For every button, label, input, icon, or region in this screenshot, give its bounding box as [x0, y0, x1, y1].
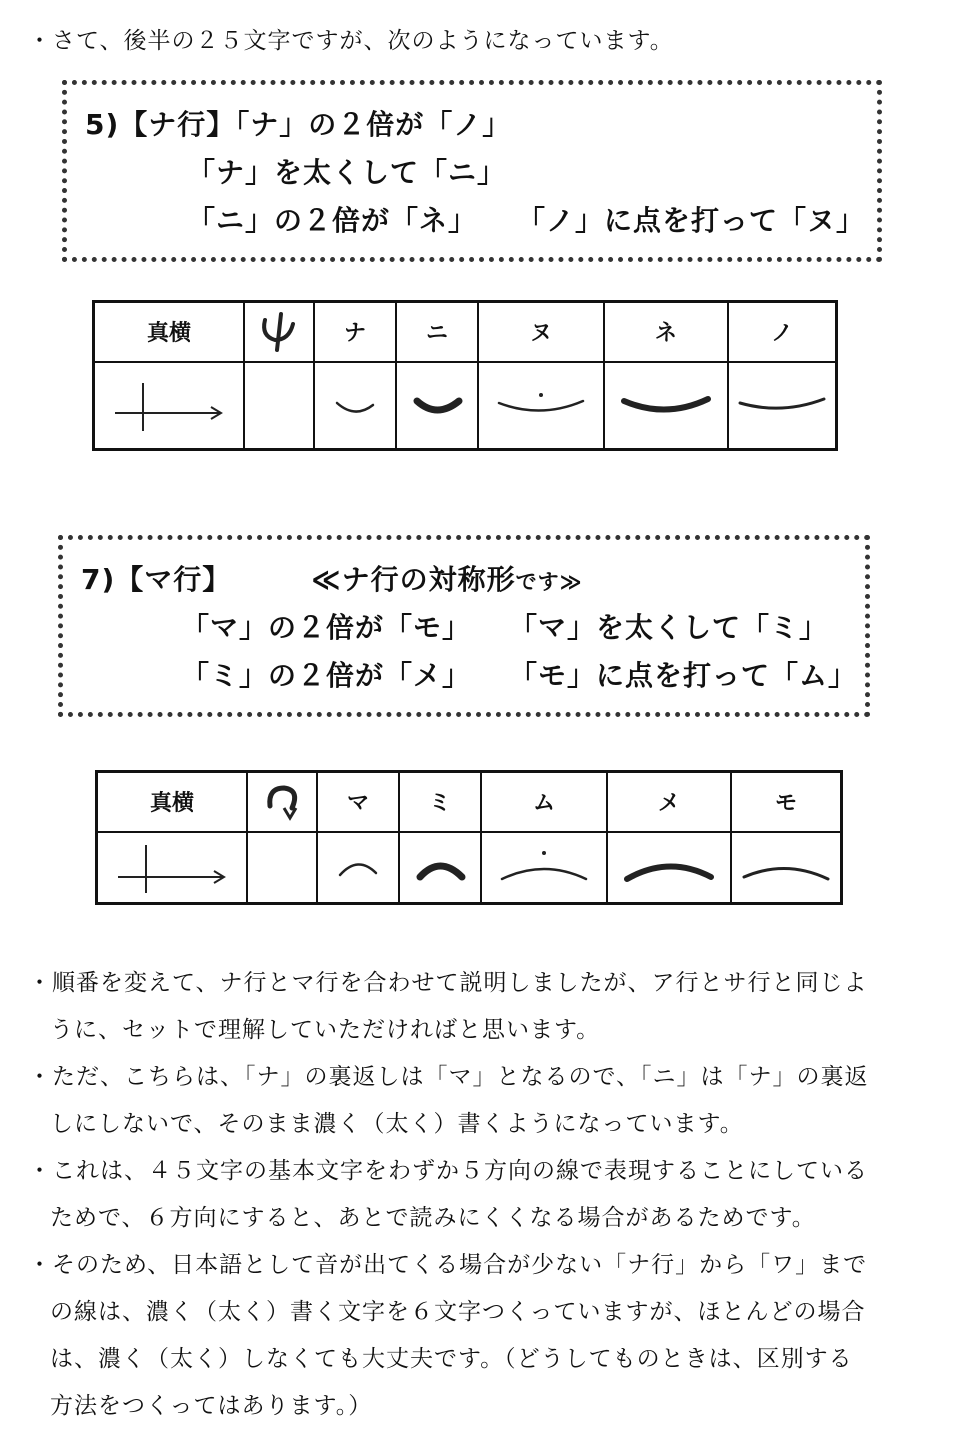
ne-stroke-icon	[616, 385, 716, 425]
bullet-notes	[28, 960, 938, 1430]
bullet-line: ・順番を変えて、ナ行とマ行を合わせて説明しましたが、ア行とサ行と同じよ	[28, 970, 868, 996]
no-stroke-cell	[728, 362, 837, 450]
ma-box-note: ≪ナ行の対称形	[311, 563, 516, 596]
ma-stroke-icon	[328, 847, 388, 887]
header-no: ノ	[728, 302, 837, 362]
bullet-line: ためで、６方向にすると、あとで読みにくくなる場合があるためです。	[50, 1205, 816, 1231]
ma-box-line-1	[81, 558, 583, 598]
na-box-line-3b: 「ノ」に点を打って「ヌ」	[517, 204, 866, 237]
bullet-line: は、濃く（太く）しなくても大丈夫です。（どうしてものときは、区別する	[50, 1346, 853, 1372]
mu-stroke-cell	[481, 832, 607, 904]
ma-box-line-3a: 「ミ」の２倍が「メ」	[181, 659, 472, 692]
ne-stroke-cell	[604, 362, 728, 450]
na-box-line-1: 5)【ナ行】「ナ」の２倍が「ノ」	[85, 108, 512, 141]
mu-stroke-icon	[494, 847, 594, 887]
header-na: ナ	[314, 302, 396, 362]
mo-stroke-icon	[736, 847, 836, 887]
me-stroke-cell	[607, 832, 731, 904]
na-stroke-cell	[314, 362, 396, 450]
header-mo: モ	[731, 772, 842, 832]
horizontal-arrow-icon	[112, 837, 232, 897]
bullet-line: ・ただ、こちらは、「ナ」の裏返しは「マ」となるので、「ニ」は「ナ」の裏返	[28, 1064, 869, 1090]
ma-box-note-end: です≫	[515, 570, 583, 594]
header-horizontal: 真横	[97, 772, 248, 832]
mo-stroke-cell	[731, 832, 842, 904]
empty-cell	[244, 362, 314, 450]
header-horizontal: 真横	[94, 302, 245, 362]
nu-stroke-icon	[491, 385, 591, 425]
ma-box-title: 7)【マ行】	[81, 563, 232, 596]
header-ne: ネ	[604, 302, 728, 362]
bullet-line: の線は、濃く（太く）書く文字を６文字つくっていますが、ほとんどの場合	[50, 1299, 866, 1325]
na-box-line-2: 「ナ」を太くして「ニ」	[187, 156, 507, 189]
na-row-box	[62, 80, 882, 262]
ma-box-line-2a: 「マ」の２倍が「モ」	[181, 611, 472, 644]
no-stroke-icon	[732, 385, 832, 425]
header-symbol-cell	[247, 772, 317, 832]
header-mu: ム	[481, 772, 607, 832]
mi-stroke-cell	[399, 832, 481, 904]
bullet-line: しにしないで、そのまま濃く（太く）書くようになっています。	[50, 1111, 744, 1137]
empty-cell	[247, 832, 317, 904]
horizontal-arrow-cell	[97, 832, 248, 904]
bullet-line: うに、セットで理解していただければと思います。	[50, 1017, 601, 1043]
na-box-line-3a: 「ニ」の２倍が「ネ」	[187, 204, 478, 237]
na-symbol-icon	[257, 310, 301, 354]
header-symbol-cell	[244, 302, 314, 362]
ni-stroke-icon	[407, 385, 467, 425]
ma-box-line-3b: 「モ」に点を打って「ム」	[509, 659, 858, 692]
ma-symbol-icon	[260, 780, 304, 824]
horizontal-arrow-cell	[94, 362, 245, 450]
header-me: メ	[607, 772, 731, 832]
header-mi: ミ	[399, 772, 481, 832]
nu-stroke-cell	[478, 362, 604, 450]
ma-stroke-cell	[317, 832, 399, 904]
ni-stroke-cell	[396, 362, 478, 450]
mi-stroke-icon	[410, 847, 470, 887]
header-ma: マ	[317, 772, 399, 832]
header-nu: ヌ	[478, 302, 604, 362]
ma-box-line-2b: 「マ」を太くして「ミ」	[509, 611, 829, 644]
horizontal-arrow-icon	[109, 375, 229, 435]
me-stroke-icon	[619, 847, 719, 887]
ma-row-box	[58, 535, 870, 717]
bullet-line: ・そのため、日本語として音が出てくる場合が少ない「ナ行」から「ワ」まで	[28, 1252, 868, 1278]
na-stroke-table	[92, 300, 838, 451]
bullet-line: 方法をつくってはあります。）	[50, 1393, 373, 1419]
header-ni: ニ	[396, 302, 478, 362]
intro-text: ・さて、後半の２５文字ですが、次のようになっています。	[28, 28, 674, 54]
ma-stroke-table	[95, 770, 843, 905]
bullet-line: ・これは、４５文字の基本文字をわずか５方向の線で表現することにしている	[28, 1158, 868, 1184]
na-stroke-icon	[325, 385, 385, 425]
